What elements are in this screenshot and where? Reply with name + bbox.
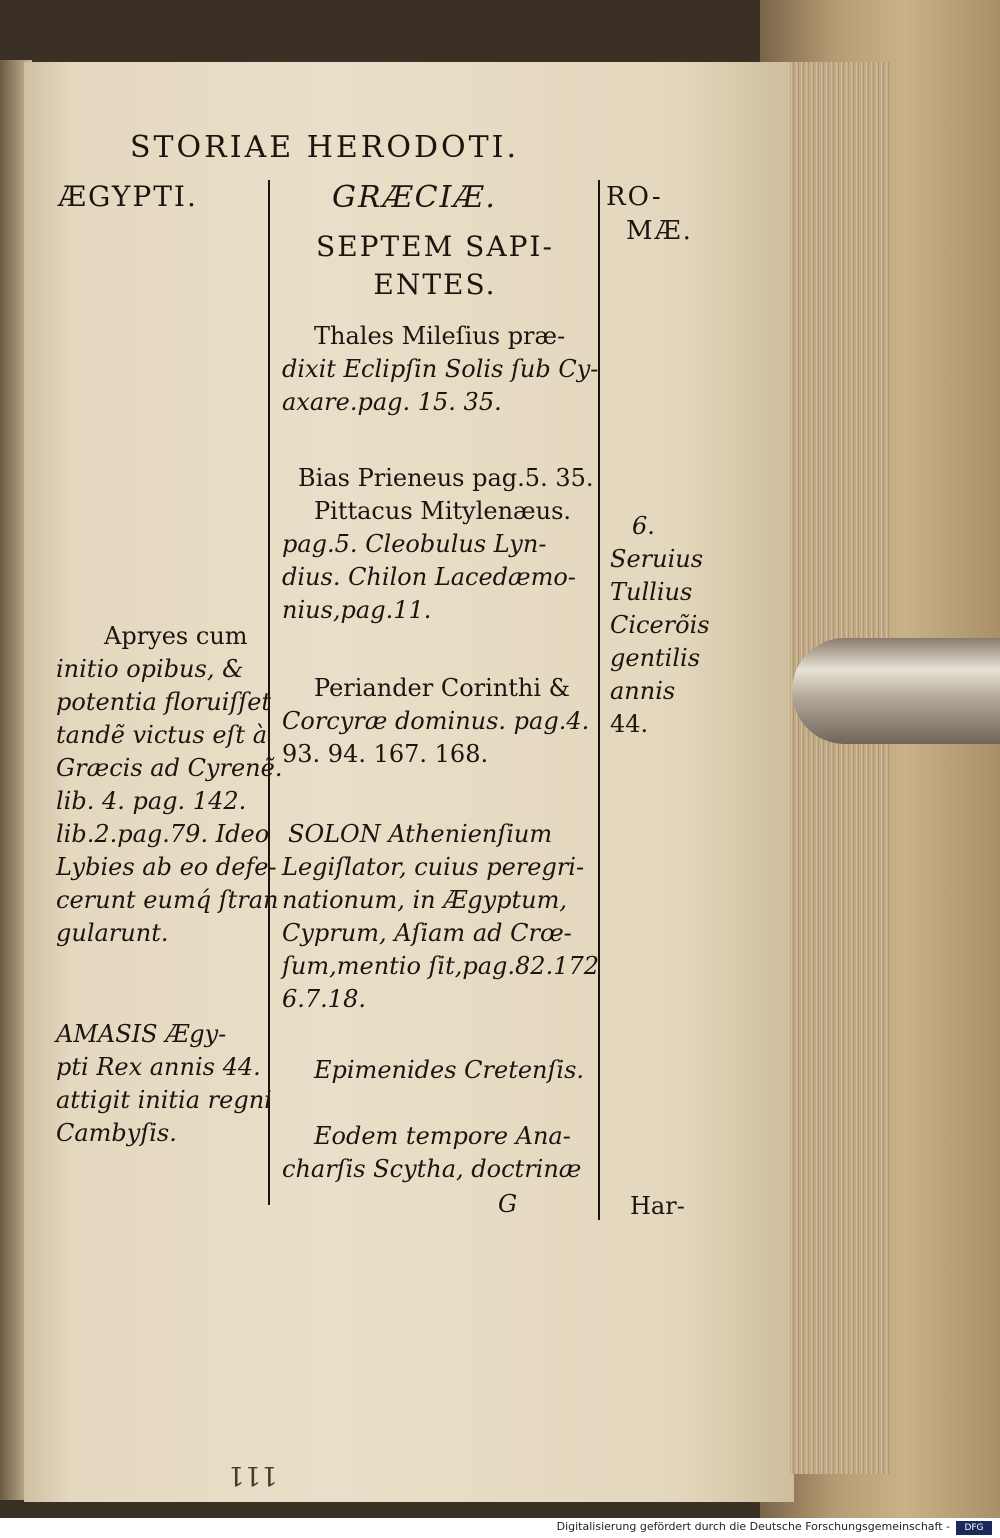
- aegypti-entry-apryes: Apryes cum initio opibus, & potentia floruiſſet tandẽ victus eſt à Græcis ad Cyrenẽ. lib. 4. pag. 142. lib.2.pag.79. Ideo Lybies ab eo defe- cerunt eumq́ ſtran gularunt.: [56, 622, 283, 947]
- column-heading-aegypti: ÆGYPTI.: [58, 180, 198, 213]
- graeciae-entry-anacharsis: Eodem tempore Ana- charſis Scytha, doctrinæ: [282, 1122, 582, 1183]
- page-edges: [790, 62, 890, 1474]
- graeciae-entry-bias: Bias Prieneus pag.5. 35. Pittacus Mitylenæus. pag.5. Cleobulus Lyn- dius. Chilon Lacedæmo- nius,pag.11.: [282, 464, 594, 624]
- column-heading-graeciae: GRÆCIÆ.: [332, 180, 497, 215]
- catchword: Har-: [630, 1192, 685, 1220]
- graeciae-entry-thales: Thales Mileſius præ- dixit Eclipſin Solis ſub Cy- axare.pag. 15. 35.: [282, 322, 599, 416]
- running-header: STORIAE HERODOTI.: [130, 130, 519, 165]
- dfg-logo: DFG: [956, 1521, 992, 1535]
- column-heading-romae: RO- MÆ.: [606, 182, 693, 246]
- graeciae-entry-epimenides: Epimenides Cretenſis.: [314, 1056, 585, 1084]
- page-clamp: [792, 638, 1000, 744]
- graeciae-entry-solon: SOLON Athenienſium Legiſlator, cuius peregri- nationum, in Ægyptum, Cyprum, Aſiam ad Crœ- ſum,mentio ſit,pag.82.172 6.7.18.: [282, 820, 600, 1013]
- aegypti-entry-amasis: AMASIS Ægy- pti Rex annis 44. attigit initia regni Cambyſis.: [56, 1020, 272, 1147]
- page-number: 111: [228, 1460, 278, 1490]
- subheading-septem-sapientes: SEPTEM SAPI- ENTES.: [316, 230, 554, 301]
- signature-mark: G: [498, 1190, 518, 1218]
- graeciae-entry-periander: Periander Corinthi & Corcyræ dominus. pag.4. 93. 94. 167. 168.: [282, 674, 590, 768]
- romae-entry-servius: 6. Seruius Tullius Cicerõis gentilis annis 44.: [610, 512, 710, 738]
- footer: [0, 1518, 1000, 1538]
- footer-credit: Digitalisierung gefördert durch die Deutsche Forschungsgemeinschaft -: [556, 1520, 950, 1533]
